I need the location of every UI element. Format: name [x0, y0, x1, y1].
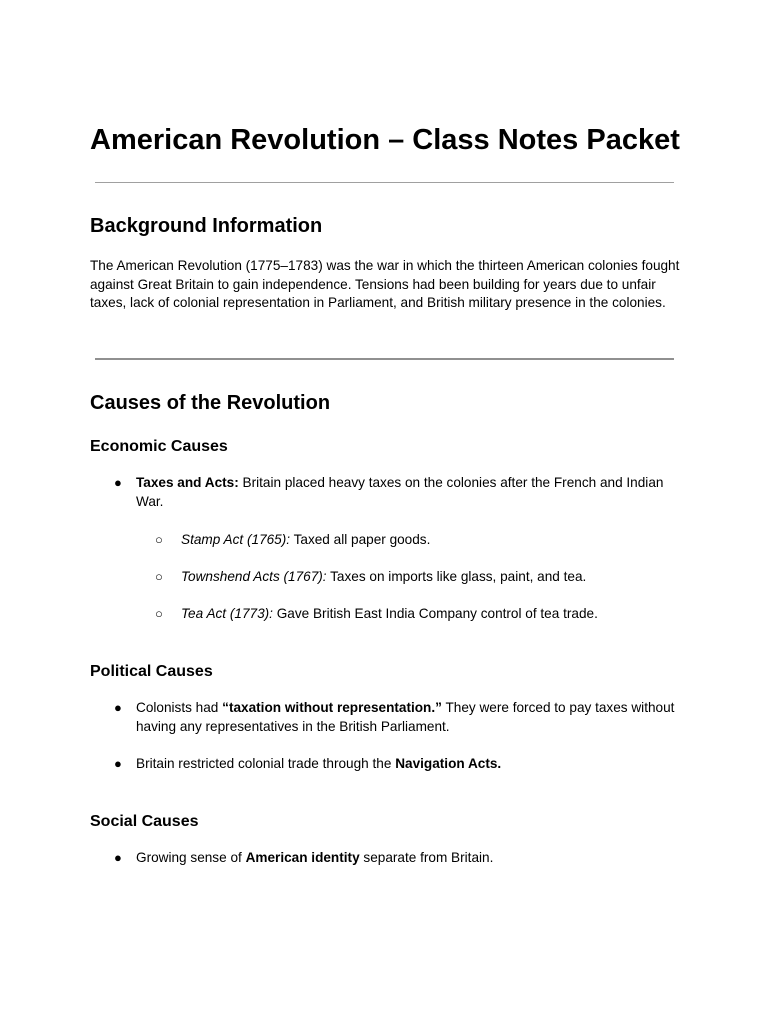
text-run: Colonists had — [136, 700, 223, 715]
sub-bullet-marker: ○ — [155, 606, 163, 621]
sub-list-item — [155, 568, 675, 587]
sub-list-item-text — [181, 568, 675, 587]
act-text: Gave British East India Company control of tea trade. — [272, 606, 598, 621]
sub-list-item — [155, 531, 675, 550]
bullet-marker: ● — [114, 700, 122, 715]
emphasis-text: “taxation without representation.” — [222, 700, 442, 715]
horizontal-rule — [95, 182, 674, 183]
bullet-marker: ● — [114, 850, 122, 865]
background-heading: Background Information — [90, 215, 323, 237]
background-paragraph: The American Revolution (1775–1783) was the war in which the thirteen American colonies fought against Great Britain to gain independence. Tensions had been building for years due to unfair taxes, lack of colonial representation in Parliament, and British military presence in the colonies. — [90, 258, 680, 311]
causes-heading: Causes of the Revolution — [90, 392, 331, 414]
act-text: Taxes on imports like glass, paint, and tea. — [326, 569, 587, 584]
taxes-label: Taxes and Acts: — [136, 475, 239, 490]
document-title: American Revolution – Class Notes Packet — [90, 124, 680, 156]
act-name: Tea Act (1773): — [181, 606, 273, 621]
list-item-text — [136, 699, 676, 736]
text-run: Britain restricted colonial trade through the — [136, 756, 396, 771]
emphasis-text: Navigation Acts. — [395, 756, 502, 771]
list-item — [110, 755, 690, 774]
sub-list-item — [155, 605, 675, 624]
text-run: They were forced to pay taxes without having any representatives in the British Parliament. — [136, 700, 675, 734]
social-causes-heading: Social Causes — [90, 813, 199, 830]
act-name: Townshend Acts (1767): — [181, 569, 327, 584]
list-item-text — [136, 849, 676, 868]
text-run: Growing sense of — [136, 850, 246, 865]
act-name: Stamp Act (1765): — [181, 532, 291, 547]
sub-list-item-text — [181, 531, 675, 550]
bullet-marker: ● — [114, 756, 122, 771]
list-item — [110, 849, 690, 868]
economic-causes-heading: Economic Causes — [90, 438, 228, 455]
list-item — [110, 699, 690, 736]
act-text: Taxed all paper goods. — [290, 532, 431, 547]
list-item — [110, 474, 690, 511]
list-item-text — [136, 474, 676, 511]
sub-bullet-marker: ○ — [155, 532, 163, 547]
text-run: separate from Britain. — [359, 850, 494, 865]
horizontal-rule — [95, 358, 674, 360]
list-item-text — [136, 755, 676, 774]
sub-list-item-text — [181, 605, 675, 624]
taxes-text: Britain placed heavy taxes on the colonies after the French and Indian War. — [136, 475, 664, 509]
emphasis-text: American identity — [245, 850, 360, 865]
sub-bullet-marker: ○ — [155, 569, 163, 584]
bullet-marker: ● — [114, 475, 122, 490]
political-causes-heading: Political Causes — [90, 663, 213, 680]
